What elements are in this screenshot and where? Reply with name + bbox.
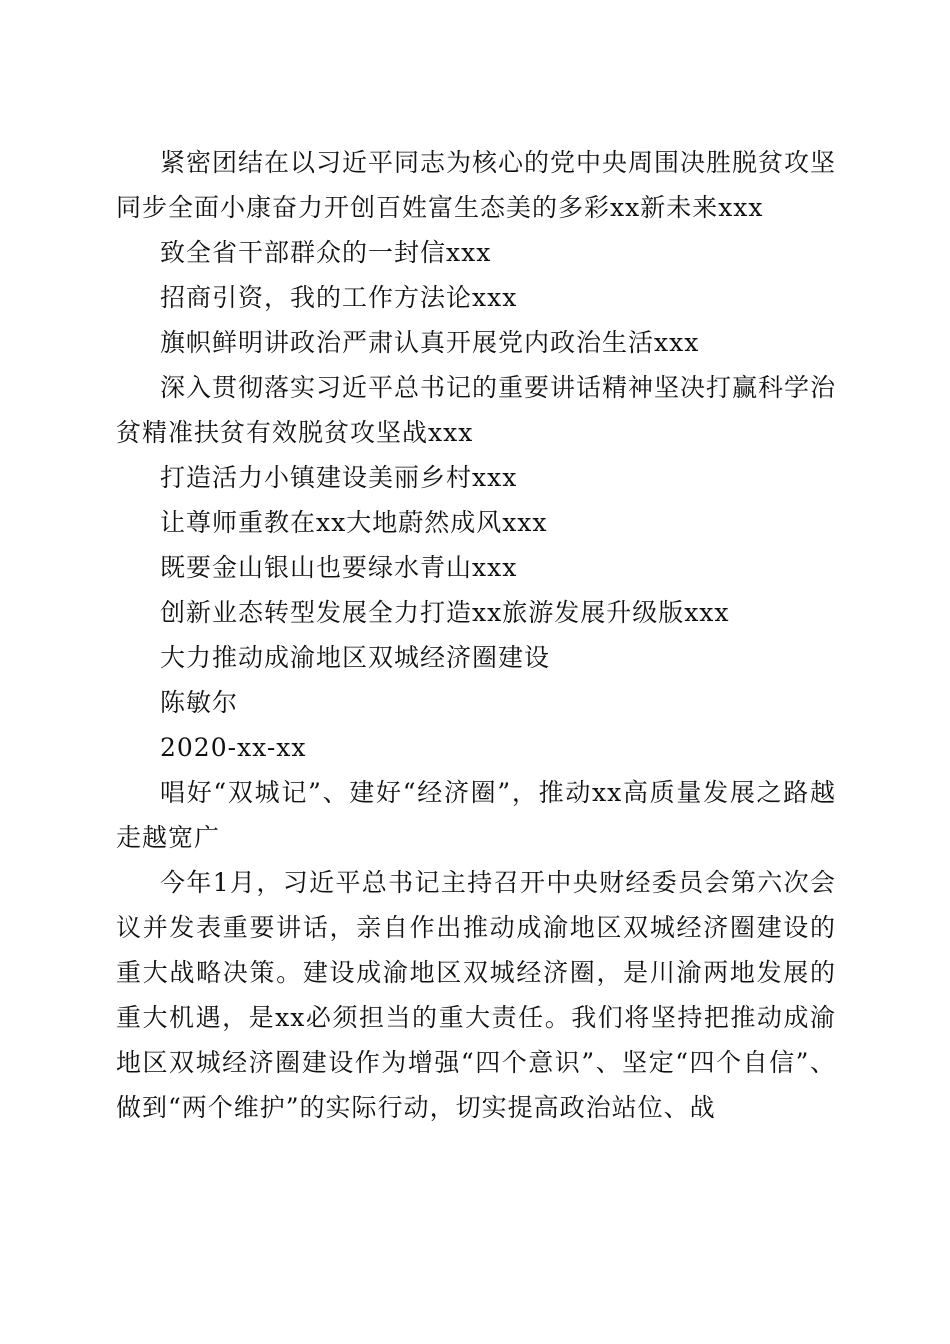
author: 陈敏尔: [160, 688, 239, 717]
article-title-line-5: 深入贯彻落实习近平总书记的重要讲话精神坚决打赢科学治贫精准扶贫有效脱贫攻坚战xxx: [116, 373, 837, 447]
article-title-line-2: 致全省干部群众的一封信xxx: [160, 238, 492, 267]
article-title-line-9: 创新业态转型发展全力打造xx旅游发展升级版xxx: [160, 598, 730, 627]
article-title-line-3: 招商引资，我的工作方法论xxx: [160, 283, 518, 312]
subtitle: 唱好“双城记”、建好“经济圈”，推动xx高质量发展之路越走越宽广: [116, 778, 836, 852]
document-body: [116, 140, 836, 1130]
body-paragraph: 今年1月，习近平总书记主持召开中央财经委员会第六次会议并发表重要讲话，亲自作出推动成渝地区双城经济圈建设的重大战略决策。建设成渝地区双城经济圈，是川渝两地发展的重大机遇，是xx必须担当的重大责任。我们将坚持把推动成渝地区双城经济圈建设作为增强“四个意识”、坚定“四个自信”、做到“两个维护”的实际行动，切实提高政治站位、战: [116, 868, 836, 1122]
article-title-line-7: 让尊师重教在xx大地蔚然成风xxx: [160, 508, 548, 537]
article-title-line-4: 旗帜鲜明讲政治严肃认真开展党内政治生活xxx: [160, 328, 700, 357]
date: 2020-xx-xx: [160, 733, 307, 762]
article-title-line-1: 紧密团结在以习近平同志为核心的党中央周围决胜脱贫攻坚同步全面小康奋力开创百姓富生态美的多彩xx新未来xxx: [116, 148, 837, 222]
article-title-line-6: 打造活力小镇建设美丽乡村xxx: [160, 463, 518, 492]
section-title: 大力推动成渝地区双城经济圈建设: [160, 643, 551, 672]
article-title-line-8: 既要金山银山也要绿水青山xxx: [160, 553, 518, 582]
